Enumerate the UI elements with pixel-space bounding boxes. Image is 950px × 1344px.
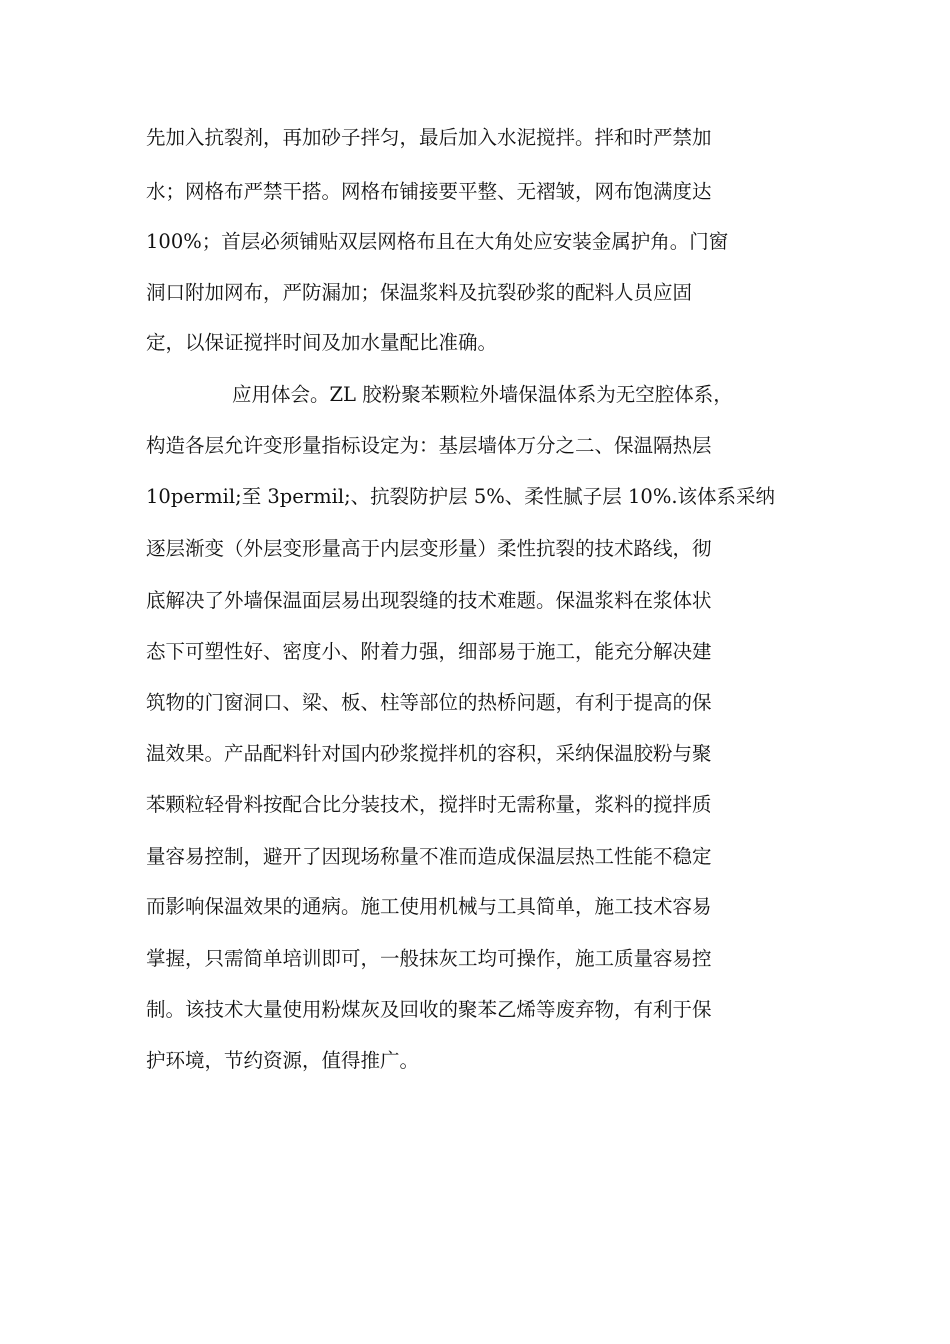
text-line: 定，以保证搅拌时间及加水量配比准确。 xyxy=(146,331,498,354)
text-line: 逐层渐变（外层变形量高于内层变形量）柔性抗裂的技术路线，彻 xyxy=(146,537,712,560)
text-line: 底解决了外墙保温面层易出现裂缝的技术难题。保温浆料在浆体状 xyxy=(146,589,712,612)
text-line: 掌握，只需简单培训即可，一般抹灰工均可操作，施工质量容易控 xyxy=(146,947,712,970)
text-line: 制。该技术大量使用粉煤灰及回收的聚苯乙烯等废弃物，有利于保 xyxy=(146,998,712,1021)
paragraph-start-line: 应用体会。ZL 胶粉聚苯颗粒外墙保温体系为无空腔体系， xyxy=(232,383,733,406)
text-line: 态下可塑性好、密度小、附着力强，细部易于施工，能充分解决建 xyxy=(146,640,712,663)
text-line: 量容易控制，避开了因现场称量不准而造成保温层热工性能不稳定 xyxy=(146,845,712,868)
text-line: 温效果。产品配料针对国内砂浆搅拌机的容积，采纳保温胶粉与聚 xyxy=(146,742,712,765)
text-line: 苯颗粒轻骨料按配合比分装技术，搅拌时无需称量，浆料的搅拌质 xyxy=(146,793,712,816)
text-line: 而影响保温效果的通病。施工使用机械与工具简单，施工技术容易 xyxy=(146,895,712,918)
text-line: 筑物的门窗洞口、梁、板、柱等部位的热桥问题，有利于提高的保 xyxy=(146,691,712,714)
text-line: 100%；首层必须铺贴双层网格布且在大角处应安装金属护角。门窗 xyxy=(146,230,729,253)
text-line: 构造各层允许变形量指标设定为：基层墙体万分之二、保温隔热层 xyxy=(146,434,712,457)
text-line: 护环境，节约资源，值得推广。 xyxy=(146,1049,420,1072)
text-line: 先加入抗裂剂，再加砂子拌匀，最后加入水泥搅拌。拌和时严禁加 xyxy=(146,126,712,149)
text-line: 水；网格布严禁干搭。网格布铺接要平整、无褶皱，网布饱满度达 xyxy=(146,180,712,203)
text-line: 洞口附加网布，严防漏加；保温浆料及抗裂砂浆的配料人员应固 xyxy=(146,281,693,304)
text-line: 10permil;至 3permil;、抗裂防护层 5%、柔性腻子层 10%.该体系采纳 xyxy=(146,485,776,508)
